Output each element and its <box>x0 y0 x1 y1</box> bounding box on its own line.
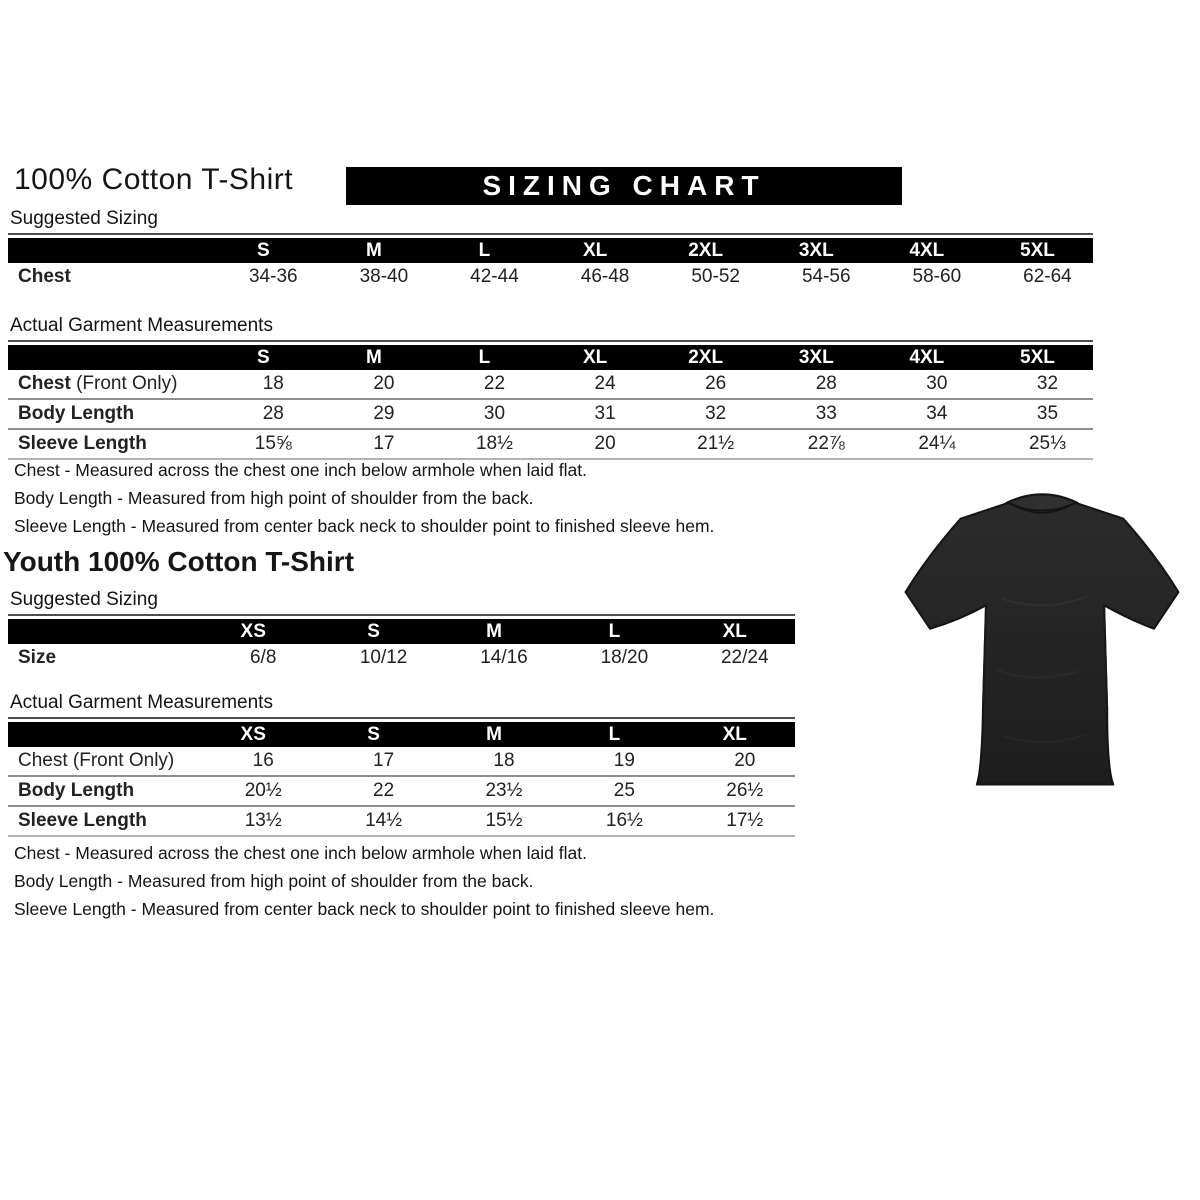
table-cell: 18 <box>262 373 284 394</box>
column-header: S <box>256 239 270 261</box>
youth-section-title: Youth 100% Cotton T-Shirt <box>3 546 355 577</box>
row-label-suffix: Chest (Front Only) <box>18 750 175 771</box>
column-header: L <box>608 723 621 745</box>
table-cell: 22 <box>373 780 395 801</box>
column-header: 3XL <box>798 239 834 261</box>
adult-measurement-notes <box>14 456 714 540</box>
table-row <box>8 398 1093 428</box>
youth-actual-measurements-label: Actual Garment Measurements <box>8 692 795 719</box>
column-header: XS <box>240 620 266 642</box>
table-cell: 20 <box>373 373 395 394</box>
column-header: 2XL <box>688 239 724 261</box>
table-header-row <box>8 722 795 747</box>
table-cell: 30 <box>926 373 948 394</box>
table-cell: 14½ <box>365 810 403 831</box>
table-cell: 26 <box>705 373 727 394</box>
table-cell: 16½ <box>605 810 643 831</box>
table-row <box>8 644 795 672</box>
table-cell: 22 <box>483 373 506 394</box>
youth-actual-measurements-table <box>8 722 795 837</box>
table-cell: 26½ <box>726 780 764 801</box>
note-line: Body Length - Measured from high point of shoulder from the back. <box>14 488 534 508</box>
table-header-row <box>8 345 1093 370</box>
youth-suggested-sizing-label: Suggested Sizing <box>8 589 795 616</box>
table-cell: 15½ <box>485 810 523 831</box>
column-header: L <box>478 239 491 261</box>
table-cell: 20 <box>734 750 756 771</box>
adult-actual-measurements-label: Actual Garment Measurements <box>8 315 1093 342</box>
table-cell: 62-64 <box>1023 266 1072 287</box>
table-cell: 42-44 <box>470 266 519 287</box>
table-cell: 20 <box>594 433 616 454</box>
table-cell: 18½ <box>475 433 513 454</box>
table-cell: 54-56 <box>801 266 851 287</box>
table-cell: 21½ <box>697 433 735 454</box>
table-cell: 17½ <box>726 810 764 831</box>
column-header: M <box>486 620 502 642</box>
row-label: Chest <box>18 373 71 394</box>
column-header: 2XL <box>688 346 724 368</box>
table-cell: 58-60 <box>912 266 962 287</box>
row-label: Sleeve Length <box>18 433 147 454</box>
column-header: XL <box>582 239 608 261</box>
table-header-row <box>8 619 795 644</box>
row-label: Chest <box>18 266 71 287</box>
row-label: Body Length <box>18 403 135 424</box>
table-cell: 25 <box>613 780 635 801</box>
table-row <box>8 775 795 805</box>
table-cell: 23½ <box>485 780 523 801</box>
table-row <box>8 805 795 837</box>
column-header: XS <box>240 723 266 745</box>
column-header: XL <box>582 346 608 368</box>
youth-suggested-sizing-section <box>8 589 795 672</box>
note-line: Sleeve Length - Measured from center back neck to shoulder point to finished sleeve hem. <box>14 899 715 919</box>
adult-actual-measurements-table <box>8 345 1093 460</box>
row-label: Body Length <box>18 780 135 801</box>
adult-actual-measurements-section <box>8 315 1093 460</box>
table-cell: 18/20 <box>600 647 649 668</box>
youth-measurement-notes <box>14 839 714 923</box>
table-cell: 38-40 <box>359 266 409 287</box>
note-line: Chest - Measured across the chest one inch below armhole when laid flat. <box>14 843 587 863</box>
table-cell: 33 <box>815 403 837 424</box>
table-cell: 6/8 <box>249 647 277 668</box>
row-label-suffix: (Front Only) <box>70 373 178 394</box>
youth-suggested-sizing-table <box>8 619 795 672</box>
note-line: Chest - Measured across the chest one inch below armhole when laid flat. <box>14 460 587 480</box>
table-cell: 28 <box>815 373 837 394</box>
table-cell: 18 <box>493 750 515 771</box>
table-cell: 35 <box>1036 403 1059 424</box>
table-cell: 16 <box>252 750 274 771</box>
table-cell: 17 <box>373 750 395 771</box>
column-header: M <box>365 346 382 368</box>
table-cell: 31 <box>594 403 616 424</box>
column-header: L <box>478 346 491 368</box>
column-header: XL <box>722 620 747 642</box>
adult-suggested-sizing-label: Suggested Sizing <box>8 208 1093 235</box>
table-cell: 24 <box>594 373 616 394</box>
table-cell: 25⅓ <box>1028 433 1066 454</box>
table-cell: 46-48 <box>580 266 630 287</box>
table-cell: 30 <box>483 403 506 424</box>
table-cell: 13½ <box>244 810 282 831</box>
note-line: Sleeve Length - Measured from center back neck to shoulder point to finished sleeve hem. <box>14 516 715 536</box>
row-label: Size <box>18 647 57 668</box>
column-header: XL <box>722 723 747 745</box>
black-tshirt-image <box>888 476 1196 812</box>
column-header: S <box>367 620 380 642</box>
table-row <box>8 370 1093 398</box>
table-cell: 14/16 <box>480 647 528 668</box>
table-cell: 22/24 <box>720 647 769 668</box>
table-cell: 50-52 <box>691 266 740 287</box>
column-header: 5XL <box>1020 346 1055 368</box>
table-cell: 17 <box>373 433 395 454</box>
table-cell: 15⅝ <box>254 433 292 454</box>
column-header: 5XL <box>1020 239 1055 261</box>
page-title: 100% Cotton T-Shirt <box>14 163 294 196</box>
column-header: S <box>367 723 380 745</box>
sizing-chart-banner <box>346 167 902 205</box>
table-cell: 32 <box>1036 373 1059 394</box>
column-header: 4XL <box>909 346 945 368</box>
adult-suggested-sizing-section <box>8 208 1093 291</box>
table-cell: 28 <box>262 403 284 424</box>
table-cell: 10/12 <box>359 647 408 668</box>
adult-suggested-sizing-table <box>8 238 1093 291</box>
table-row <box>8 747 795 775</box>
sizing-chart-banner-label: SIZING CHART <box>482 170 766 201</box>
table-cell: 24¼ <box>918 433 956 454</box>
table-cell: 34 <box>926 403 948 424</box>
column-header: M <box>365 239 382 261</box>
column-header: 3XL <box>798 346 834 368</box>
table-cell: 20½ <box>244 780 282 801</box>
table-header-row <box>8 238 1093 263</box>
row-label: Sleeve Length <box>18 810 147 831</box>
note-line: Body Length - Measured from high point of shoulder from the back. <box>14 871 534 891</box>
table-row <box>8 263 1093 291</box>
column-header: M <box>486 723 502 745</box>
table-cell: 22⅞ <box>807 433 845 454</box>
column-header: S <box>256 346 270 368</box>
tshirt-graphic <box>888 476 1196 812</box>
table-cell: 29 <box>373 403 395 424</box>
table-cell: 34-36 <box>248 266 298 287</box>
table-cell: 19 <box>613 750 635 771</box>
column-header: L <box>608 620 621 642</box>
youth-actual-measurements-section <box>8 692 795 837</box>
table-cell: 32 <box>705 403 727 424</box>
column-header: 4XL <box>909 239 945 261</box>
